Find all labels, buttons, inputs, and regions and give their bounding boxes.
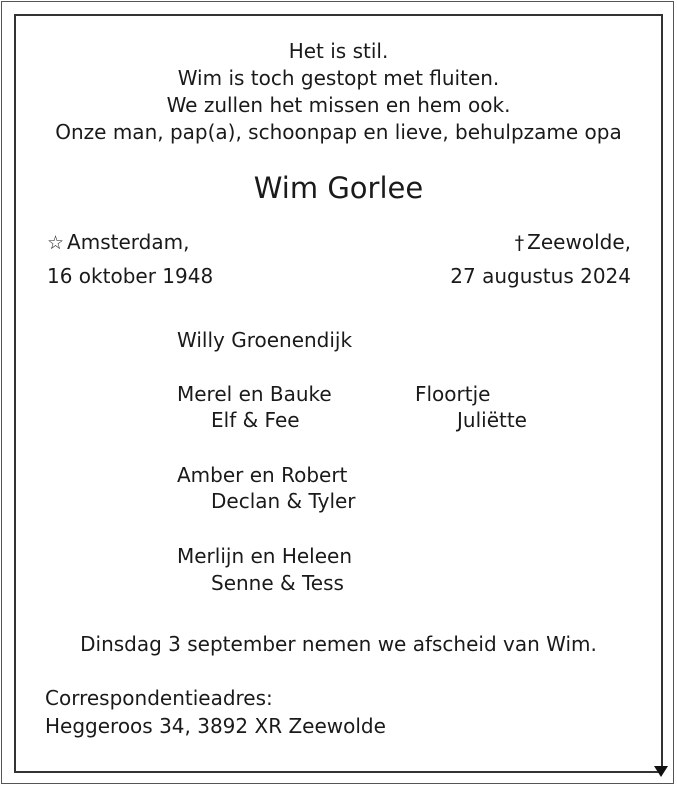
family-parents: Amber en Robert — [177, 463, 348, 487]
death-place-line — [515, 229, 631, 257]
arrow-down-icon — [654, 766, 668, 777]
family-parents: Merel en Bauke — [177, 382, 332, 406]
birth-place: Amsterdam, — [67, 230, 190, 254]
cross-icon: † — [514, 232, 525, 254]
star-icon: ☆ — [47, 232, 65, 254]
intro-line: Onze man, pap(a), schoonpap en lieve, behulpzame opa — [55, 120, 622, 144]
intro-line: We zullen het missen en hem ook. — [166, 93, 511, 117]
intro-line: Wim is toch gestopt met fluiten. — [177, 66, 500, 90]
intro-text — [0, 38, 677, 146]
family-children: Elf & Fee — [211, 408, 300, 432]
spouse-name: Willy Groenendijk — [177, 328, 353, 352]
intro-line: Het is stil. — [288, 39, 389, 63]
family-parents: Floortje — [415, 382, 491, 406]
correspondence-address: Heggeroos 34, 3892 XR Zeewolde — [45, 714, 386, 738]
deceased-name: Wim Gorlee — [253, 171, 424, 205]
family-children: Juliëtte — [457, 408, 527, 432]
birth-place-line — [47, 229, 189, 257]
birth-date: 16 oktober 1948 — [47, 264, 214, 288]
family-children: Declan & Tyler — [211, 489, 356, 513]
death-date: 27 augustus 2024 — [450, 264, 631, 288]
farewell-text: Dinsdag 3 september nemen we afscheid van Wim. — [80, 632, 597, 656]
death-place: Zeewolde, — [527, 230, 631, 254]
family-parents: Merlijn en Heleen — [177, 544, 353, 568]
family-children: Senne & Tess — [211, 571, 344, 595]
correspondence-label: Correspondentieadres: — [45, 686, 273, 710]
